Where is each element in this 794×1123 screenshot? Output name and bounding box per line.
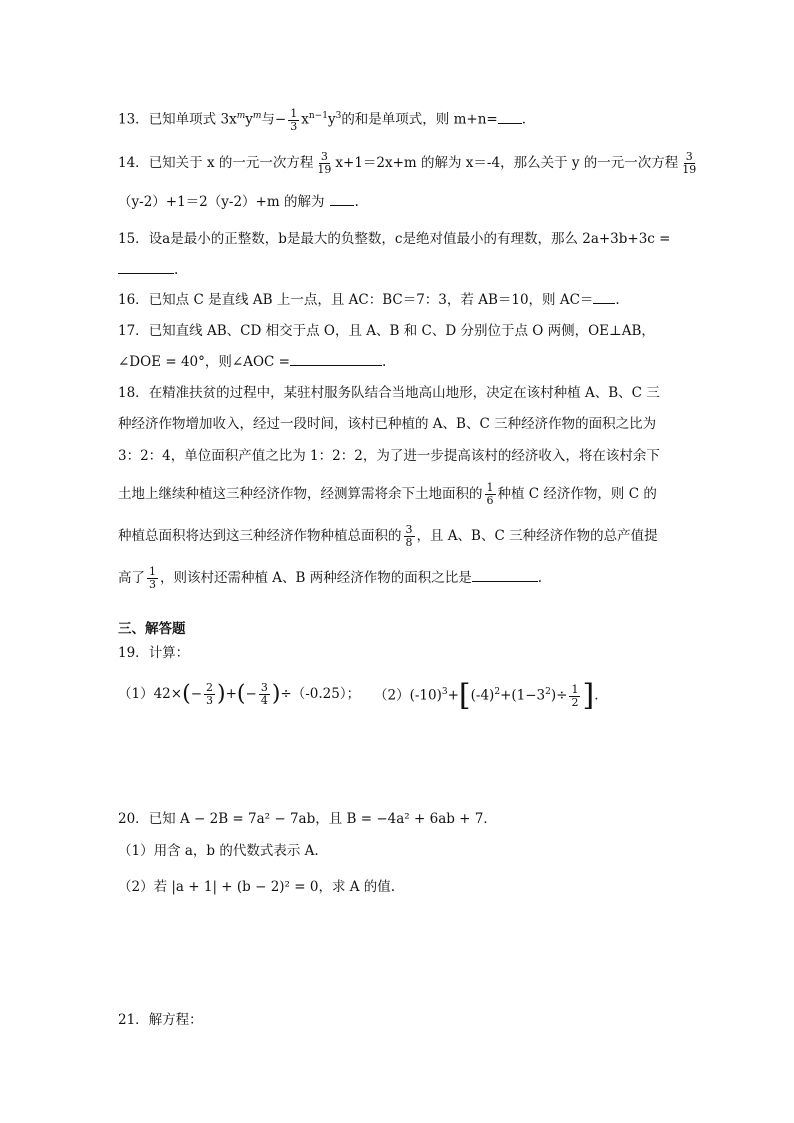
question-19-title: 19．计算： [118,645,190,661]
question-20-part-2: （2）若 |a + 1| + (b − 2)² = 0，求 A 的值. [118,879,396,895]
answer-blank[interactable] [330,191,354,206]
question-18-line-6: 高了 $\frac{1}{3}$ ，则该村还需种植 A、B 两种经济作物的面积之比是 . [118,565,543,591]
answer-blank[interactable] [290,351,382,366]
fraction: $\frac{3}{19}$ [682,150,697,176]
question-17-line-1: 17．已知直线 AB、CD 相交于点 O，且 A、B 和 C、D 分别位于点 O 两侧，OE⊥AB， [118,323,655,339]
question-20-line-1: 20．已知 A − 2B = 7a² − 7ab，且 B = −4a² + 6ab + 7． [118,811,497,827]
fraction: $\frac{1}{2}$ [571,682,579,709]
question-21-title: 21．解方程： [118,1012,203,1028]
question-18-line-2: 种经济作物增加收入，经过一段时间，该村已种植的 A、B、C 三种经济作物的面积之比为 [118,416,657,432]
fraction: $\frac{3}{4}$ [260,681,268,707]
fraction: $\frac{2}{3}$ [206,681,213,707]
answer-blank[interactable] [593,289,615,304]
section-heading: 三、解答题 [118,621,186,637]
question-18-line-5: 种植总面积将达到这三种经济作物种植总面积的 $\frac{3}{8}$ ，且 A、B、C 三种经济作物的总产值提 [118,523,658,549]
question-15: 15．设a是最小的正整数，b是最大的负整数，c是绝对值最小的有理数，那么 2a+3b+3c = [118,231,671,247]
question-20-part-1: （1）用含 a，b 的代数式表示 A. [118,843,319,859]
question-16: 16．已知点 C 是直线 AB 上一点，且 AC：BC＝7：3，若 AB＝10，则 AC＝ . [118,289,620,310]
answer-blank[interactable] [118,259,174,274]
question-19-part-1: （1）42×(− $\frac{2}{3}$ )+(− $\frac{3}{4}$ )÷（-0.25）； [118,681,361,707]
question-15-blank-line: . [118,259,178,280]
fraction: $\frac{3}{19}$ [317,150,332,176]
question-19-part-2: $(2)(-10)^3+[(-4)^2+(1-3^2)\div$ $\frac{1}{2}$ ]. [374,678,599,713]
question-14-line-2: （y-2）+1＝2（y-2）+m 的解为 . [118,191,359,212]
question-18-line-3: 3：2：4，单位面积产值之比为 1：2：2，为了进一步提高该村的经济收入，将在该村余下 [118,448,660,464]
answer-blank[interactable] [498,109,522,124]
question-14-line-1: 14．已知关于 x 的一元一次方程 $\frac{3}{19}$ x+1＝2x+m 的解为 x＝-4，那么关于 y 的一元一次方程 $\frac{3}{19}$ [118,150,697,176]
question-17-line-2: ∠DOE = 40°，则∠AOC = . [118,351,386,372]
question-18-line-1: 18．在精准扶贫的过程中，某驻村服务队结合当地高山地形，决定在该村种植 A、B、C 三 [118,385,660,401]
fraction: $\frac{1}{3}$ [290,106,298,133]
question-13: 13．已知单项式 $3x^my^m$与− $\frac{1}{3}$ $x^{n-1}y^3$的和是单项式，则 m+n= . [118,106,527,133]
fraction: $\frac{1}{3}$ [149,565,156,591]
fraction: $\frac{1}{6}$ [486,481,494,507]
fraction: $\frac{3}{8}$ [405,523,413,549]
question-18-line-4: 土地上继续种植这三种经济作物，经测算需将余下土地面积的 $\frac{1}{6}$ 种植 C 经济作物，则 C 的 [118,481,657,507]
answer-blank[interactable] [472,567,538,582]
